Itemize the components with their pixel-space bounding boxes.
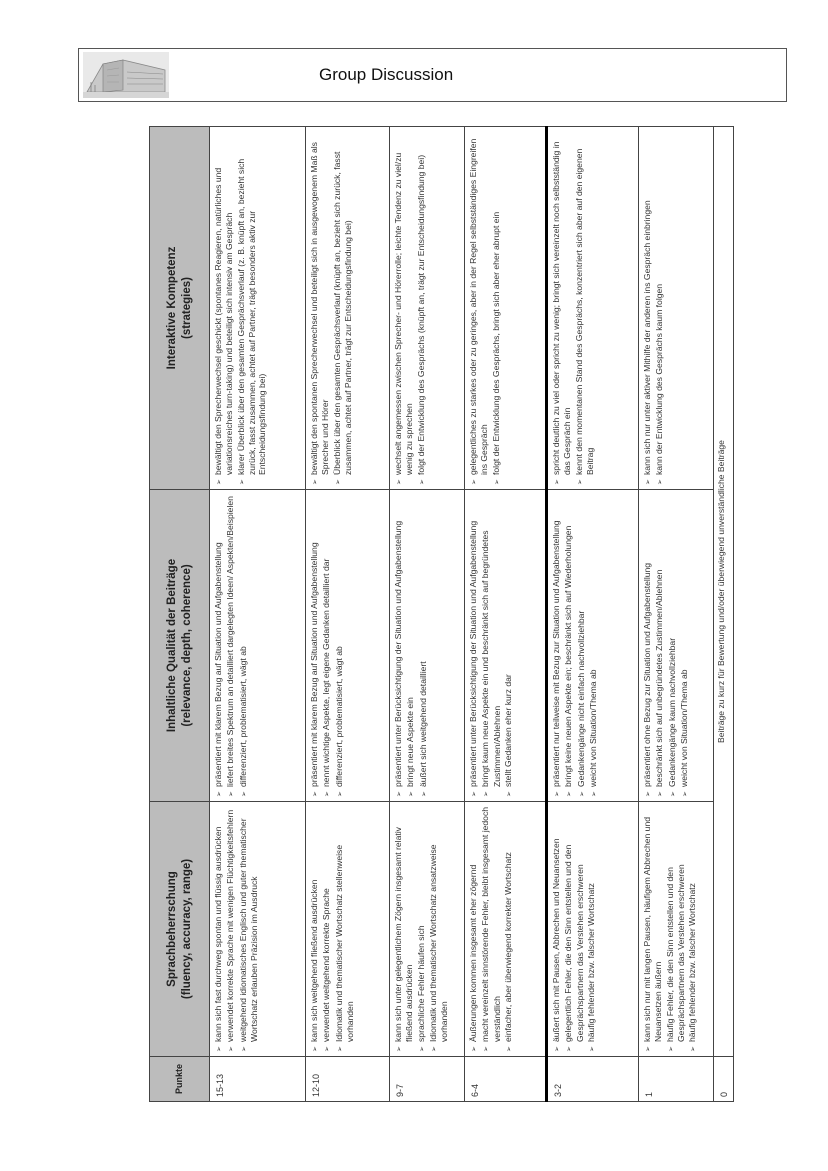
arrow-bullet-icon: ➢ [396, 479, 403, 485]
bullet-text: weitgehend idiomatisches Englisch und guter thematischer Wortschatz erlauben Präzision im Ausdruck [237, 818, 260, 1042]
bullet-item [213, 806, 224, 1052]
bullet-item [468, 806, 479, 1052]
bullet-item [576, 494, 587, 797]
bullet-item [642, 131, 653, 485]
arrow-bullet-icon: ➢ [471, 1046, 478, 1052]
sprachbeherrschung-cell [390, 802, 465, 1057]
interaktive-kompetenz-cell [390, 127, 465, 490]
arrow-bullet-icon: ➢ [334, 479, 342, 485]
arrow-bullet-icon: ➢ [657, 791, 665, 797]
interaktive-kompetenz-cell [210, 127, 306, 490]
arrow-bullet-icon: ➢ [418, 1046, 426, 1052]
bullet-text: Gedankengänge nicht einfach nachvollziehbar [575, 610, 586, 787]
bullet-item [503, 806, 514, 1052]
bullet-item [468, 131, 490, 485]
bullet-item [588, 494, 599, 797]
arrow-bullet-icon: ➢ [396, 791, 403, 797]
arrow-bullet-icon: ➢ [216, 479, 223, 485]
arrow-bullet-icon: ➢ [682, 791, 690, 797]
bullet-text: Äußerungen kommen insgesamt eher zögernd [468, 864, 478, 1042]
arrow-bullet-icon: ➢ [690, 1046, 698, 1052]
bullet-item [225, 494, 236, 797]
bullet-item [238, 806, 260, 1052]
bullet-item [236, 131, 268, 485]
bullet-item [667, 494, 678, 797]
bullet-text: weicht von Situation/Thema ab [588, 669, 599, 787]
bullet-item [665, 806, 687, 1052]
bullet-text: bringt neue Aspekte ein [405, 697, 416, 787]
rubric-rows [210, 127, 734, 1102]
arrow-bullet-icon: ➢ [420, 791, 428, 797]
bullet-text: verwendet korrekte Sprache mit wenigen Flüchtigkeitsfehlern [225, 809, 236, 1042]
arrow-bullet-icon: ➢ [312, 791, 319, 797]
sprachbeherrschung-cell [210, 802, 306, 1057]
rubric-table-container [149, 127, 729, 1102]
bullet-text: kann sich nur mit langen Pausen, häufigem Abbrechen und Neuansetzen äußern [642, 816, 664, 1042]
arrow-bullet-icon: ➢ [657, 479, 665, 485]
bullet-item [416, 806, 427, 1052]
bullet-text: kennt den momentanen Stand des Gesprächs, konzentriert sich aber auf den eigenen Beitrag [573, 148, 596, 475]
bullet-text: häufig fehlender bzw. falscher Wortschatz [687, 883, 698, 1042]
bullet-text: Überblick über den gesamten Gesprächsverlauf (knüpft an, bezieht sich zurück, fasst zusammen, achtet auf Partner, trägt zur Entscheidungsfindung bei) [331, 151, 354, 475]
bullet-item [393, 494, 404, 797]
interaktive-kompetenz-cell [639, 127, 714, 490]
bullet-item [213, 131, 235, 485]
bullet-item [213, 494, 224, 797]
bullet-item [480, 806, 502, 1052]
bullet-item [309, 806, 320, 1052]
points-cell: 9-7 [390, 1057, 465, 1102]
arrow-bullet-icon: ➢ [408, 791, 416, 797]
bullet-text: kann sich weitgehend fließend ausdrücken [309, 879, 319, 1042]
interaktive-kompetenz-cell [465, 127, 547, 490]
arrow-bullet-icon: ➢ [483, 791, 491, 797]
arrow-bullet-icon: ➢ [554, 1046, 561, 1052]
bullet-text: äußert sich mit Pausen, Abbrechen und Neuansetzen [551, 838, 561, 1042]
arrow-bullet-icon: ➢ [312, 1046, 319, 1052]
bullet-item [480, 494, 502, 797]
bullet-text: bewältigt den Sprecherwechsel geschickt (spontanes Reagieren, natürliches und variationsreiches turn-taking) und beteiligt sich intensiv am Gespräch [213, 167, 235, 475]
bullet-text: präsentiert ohne Bezug zur Situation und Aufgabenstellung [642, 562, 652, 787]
bullet-item [238, 494, 249, 797]
arrow-bullet-icon: ➢ [240, 1046, 248, 1052]
arrow-bullet-icon: ➢ [669, 791, 677, 797]
arrow-bullet-icon: ➢ [566, 791, 574, 797]
bullet-item [393, 131, 415, 485]
sprachbeherrschung-cell [547, 802, 639, 1057]
rubric-table [149, 126, 734, 1102]
sprachbeherrschung-cell [465, 802, 547, 1057]
arrow-bullet-icon: ➢ [471, 479, 478, 485]
bullet-text: nennt wichtige Aspekte, legt eigene Gedanken detailliert dar [321, 558, 332, 787]
bullet-item [551, 494, 562, 797]
arrow-bullet-icon: ➢ [324, 791, 332, 797]
bullet-text: bringt kaum neue Aspekte ein und beschränkt sich auf begründetes Zustimmen/Ablehnen [480, 530, 502, 787]
bullet-item [563, 806, 585, 1052]
table-row [547, 127, 639, 1102]
bullet-text: sprachliche Fehler häufen sich [415, 925, 426, 1042]
points-cell: 12-10 [306, 1057, 390, 1102]
arrow-bullet-icon: ➢ [238, 479, 246, 485]
inhaltliche-qualitaet-cell [547, 490, 639, 802]
arrow-bullet-icon: ➢ [554, 791, 561, 797]
inhaltliche-qualitaet-cell [306, 490, 390, 802]
arrow-bullet-icon: ➢ [645, 791, 652, 797]
arrow-bullet-icon: ➢ [216, 1046, 223, 1052]
bullet-text: weicht von Situation/Thema ab [679, 669, 690, 787]
arrow-bullet-icon: ➢ [312, 479, 319, 485]
arrow-bullet-icon: ➢ [554, 479, 561, 485]
zero-points-description: Beiträge zu kurz für Bewertung und/oder überwiegend unverständliche Beiträge [714, 127, 734, 1057]
column-header-inhaltliche-qualitaet: Inhaltliche Qualität der Beiträge (relevance, depth, coherence) [150, 490, 210, 802]
bullet-text: häufig Fehler, die den Sinn entstellen und den Gesprächspartnern das Verstehen erschweren [664, 864, 687, 1042]
bullet-text: differenziert, problematisiert, wägt ab [333, 646, 344, 787]
bullet-text: präsentiert mit klarem Bezug auf Situation und Aufgabenstellung [213, 542, 223, 787]
arrow-bullet-icon: ➢ [336, 1046, 344, 1052]
bullet-item [679, 494, 690, 797]
table-row [306, 127, 390, 1102]
points-cell: 0 [714, 1057, 734, 1102]
arrow-bullet-icon: ➢ [506, 1046, 514, 1052]
interaktive-kompetenz-cell [306, 127, 390, 490]
bullet-text: klarer Überblick über den gesamten Gesprächsverlauf (z. B. knüpft an, bezieht sich zurück, fasst zusammen, achtet auf Partner, trägt besonders aktiv zur Entscheidungsfindung bei) [235, 158, 268, 475]
bullet-text: Idiomatik und thematischer Wortschatz stellenweise vorhanden [333, 844, 356, 1042]
interaktive-kompetenz-cell [547, 127, 639, 490]
column-header-interaktive-kompetenz: Interaktive Kompetenz (strategies) [150, 127, 210, 490]
arrow-bullet-icon: ➢ [240, 791, 248, 797]
bullet-text: äußert sich weitgehend detailliert [417, 661, 428, 787]
bullet-text: präsentiert nur teilweise mit Bezug zur Situation und Aufgabenstellung [551, 520, 561, 787]
bullet-text: kann sich fast durchweg spontan und flüssig ausdrücken [213, 826, 223, 1042]
bullet-text: beschränkt sich auf unbegründetes Zustimmen/Ablehnen [654, 569, 665, 787]
arrow-bullet-icon: ➢ [216, 791, 223, 797]
bullet-text: kann der Entwicklung des Gesprächs kaum folgen [654, 283, 665, 475]
bullet-item [642, 806, 664, 1052]
arrow-bullet-icon: ➢ [431, 1046, 439, 1052]
bullet-item [563, 494, 574, 797]
bullet-text: spricht deutlich zu viel oder spricht zu wenig; bringt sich vereinzelt noch selbstständig in das Gespräch ein [551, 141, 573, 475]
inhaltliche-qualitaet-cell [210, 490, 306, 802]
bullet-text: präsentiert mit klarem Bezug auf Situation und Aufgabenstellung [309, 542, 319, 787]
bullet-item [428, 806, 450, 1052]
arrow-bullet-icon: ➢ [578, 791, 586, 797]
bullet-text: differenziert, problematisiert, wägt ab [237, 646, 248, 787]
bullet-text: kann sich nur unter aktiver Mithilfe der anderen ins Gespräch einbringen [642, 200, 652, 475]
points-cell: 3-2 [547, 1057, 639, 1102]
document-header [78, 48, 787, 102]
bullet-text: macht vereinzelt sinnstörende Fehler, bleibt insgesamt jedoch verständlich [480, 806, 502, 1042]
arrow-bullet-icon: ➢ [228, 1046, 236, 1052]
arrow-bullet-icon: ➢ [228, 791, 236, 797]
bullet-text: einfacher, aber überwiegend korrekter Wortschatz [503, 852, 514, 1042]
bullet-text: Idiomatik und thematischer Wortschatz ansatzweise vorhanden [428, 844, 450, 1042]
arrow-bullet-icon: ➢ [591, 791, 599, 797]
bullet-text: folgt der Entwicklung des Gesprächs (knüpft an, trägt zur Entscheidungsfindung bei) [415, 154, 426, 475]
bullet-item [654, 131, 665, 485]
bullet-text: gelegentliches zu starkes oder zu geringes, aber in der Regel selbstständiges Eingreifen ins Gespräch [468, 138, 490, 475]
column-header-punkte: Punkte [150, 1057, 210, 1102]
inhaltliche-qualitaet-cell [390, 490, 465, 802]
bullet-text: häufig fehlender bzw. falscher Wortschatz [586, 883, 597, 1042]
bullet-item [503, 494, 514, 797]
sprachbeherrschung-cell [306, 802, 390, 1057]
bullet-item [687, 806, 698, 1052]
points-cell: 15-13 [210, 1057, 306, 1102]
table-row [210, 127, 306, 1102]
table-row [714, 127, 734, 1102]
arrow-bullet-icon: ➢ [324, 1046, 332, 1052]
bullet-item [586, 806, 597, 1052]
bullet-text: präsentiert unter Berücksichtigung der Situation und Aufgabenstellung [393, 520, 403, 787]
bullet-item [225, 806, 236, 1052]
bullet-item [309, 494, 320, 797]
arrow-bullet-icon: ➢ [645, 479, 652, 485]
arrow-bullet-icon: ➢ [589, 1046, 597, 1052]
bullet-item [468, 494, 479, 797]
column-header-sprachbeherrschung: Sprachbeherrschung (fluency, accuracy, range) [150, 802, 210, 1057]
bullet-text: wechselt angemessen zwischen Sprecher- und Hörerrolle; leichte Tendenz zu viel/zu wenig zu sprechen [393, 152, 415, 475]
bullet-text: verwendet weitgehend korrekte Sprache [321, 888, 332, 1042]
arrow-bullet-icon: ➢ [483, 1046, 491, 1052]
bullet-item [321, 494, 332, 797]
bullet-item [654, 494, 665, 797]
bullet-text: kann sich unter gelegentlichem Zögern insgesamt relativ fließend ausdrücken [393, 827, 415, 1042]
table-row [390, 127, 465, 1102]
bullet-item [416, 131, 427, 485]
bullet-item [405, 494, 416, 797]
arrow-bullet-icon: ➢ [336, 791, 344, 797]
arrow-bullet-icon: ➢ [645, 1046, 652, 1052]
bullet-item [418, 494, 429, 797]
arrow-bullet-icon: ➢ [576, 479, 584, 485]
bullet-item [334, 494, 345, 797]
bullet-item [551, 131, 573, 485]
arrow-bullet-icon: ➢ [471, 791, 478, 797]
bullet-text: liefert breites Spektrum an detailliert dargelegten Ideen/ Aspekten/Beispielen [225, 496, 236, 787]
inhaltliche-qualitaet-cell [465, 490, 547, 802]
bullet-item [574, 131, 596, 485]
points-cell: 1 [639, 1057, 714, 1102]
arrow-bullet-icon: ➢ [566, 1046, 574, 1052]
arrow-bullet-icon: ➢ [506, 791, 514, 797]
inhaltliche-qualitaet-cell [639, 490, 714, 802]
bullet-text: folgt der Entwicklung des Gesprächs, bringt sich aber eher abrupt ein [490, 211, 501, 475]
bullet-text: präsentiert unter Berücksichtigung der Situation und Aufgabenstellung [468, 520, 478, 787]
arrow-bullet-icon: ➢ [418, 479, 426, 485]
bullet-item [309, 131, 331, 485]
bullet-item [334, 806, 356, 1052]
building-logo-icon [83, 52, 169, 98]
bullet-item [321, 806, 332, 1052]
table-row [465, 127, 547, 1102]
bullet-text: bringt keine neuen Aspekte ein; beschränkt sich auf Wiederholungen [563, 525, 574, 787]
bullet-text: bewältigt den spontanen Sprecherwechsel und beteiligt sich in ausgewogenem Maß als Sprecher und Hörer [309, 142, 331, 475]
arrow-bullet-icon: ➢ [667, 1046, 675, 1052]
bullet-text: stellt Gedanken eher kurz dar [503, 674, 514, 787]
arrow-bullet-icon: ➢ [493, 479, 501, 485]
sprachbeherrschung-cell [639, 802, 714, 1057]
bullet-text: Gedankengänge kaum nachvollziehbar [666, 637, 677, 787]
bullet-item [332, 131, 354, 485]
bullet-item [551, 806, 562, 1052]
bullet-item [642, 494, 653, 797]
arrow-bullet-icon: ➢ [396, 1046, 403, 1052]
bullet-text: gelegentlich Fehler, die den Sinn entstellen und den Gesprächspartnern das Verstehen erschweren [563, 844, 585, 1042]
page-title: Group Discussion [319, 65, 454, 84]
table-row [639, 127, 714, 1102]
bullet-item [393, 806, 415, 1052]
points-cell: 6-4 [465, 1057, 547, 1102]
bullet-item [491, 131, 502, 485]
